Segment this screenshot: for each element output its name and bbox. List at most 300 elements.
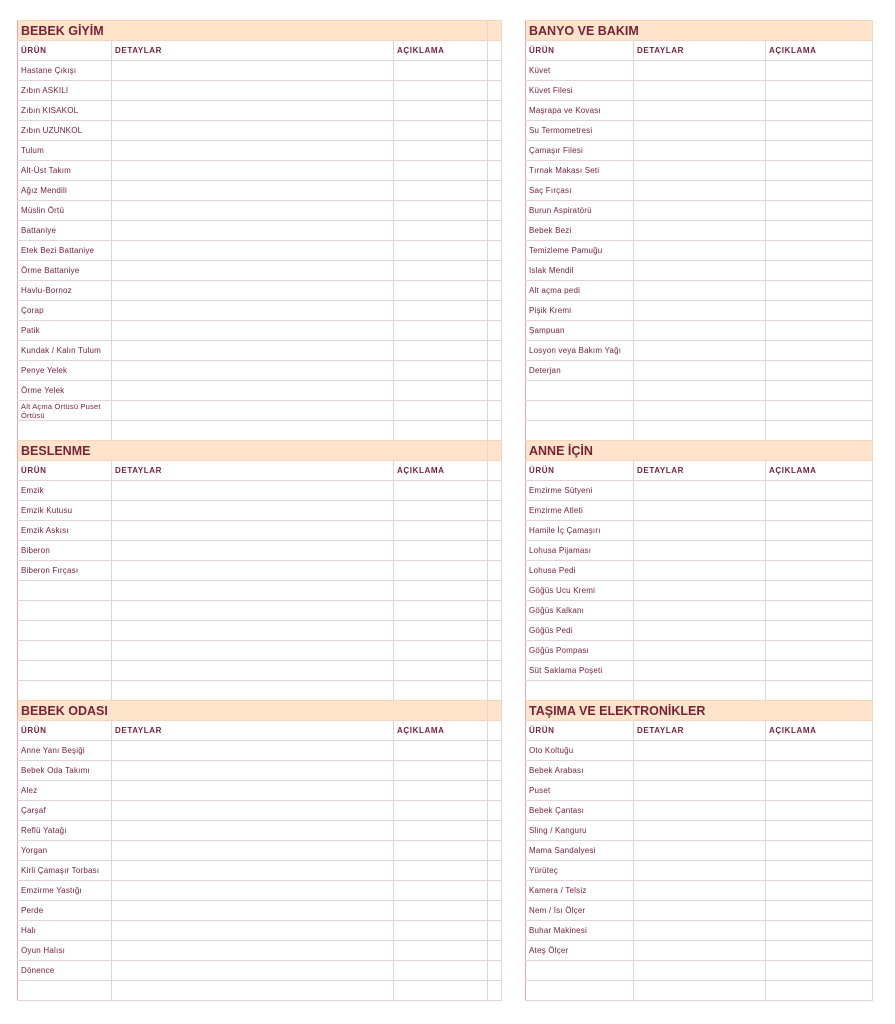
blank-cell[interactable] [488, 641, 502, 661]
blank-cell[interactable] [112, 641, 394, 661]
table-row [526, 201, 873, 221]
table-row [526, 581, 873, 601]
notes-cell[interactable] [766, 821, 873, 841]
details-cell[interactable] [634, 321, 766, 341]
item-name: Nem / Isı Ölçer [526, 901, 634, 921]
extra-cell[interactable] [488, 901, 502, 921]
item-name: Penye Yelek [18, 361, 112, 381]
extra-cell[interactable] [488, 341, 502, 361]
details-cell[interactable] [112, 781, 394, 801]
extra-cell[interactable] [488, 821, 502, 841]
notes-cell[interactable] [394, 301, 488, 321]
details-cell[interactable] [112, 901, 394, 921]
blank-cell[interactable] [526, 681, 634, 701]
notes-cell[interactable] [766, 161, 873, 181]
item-name: Losyon veya Bakım Yağı [526, 341, 634, 361]
notes-cell[interactable] [766, 121, 873, 141]
notes-cell[interactable] [394, 261, 488, 281]
table-row [18, 561, 502, 581]
blank-cell[interactable] [526, 961, 634, 981]
blank-cell[interactable] [634, 381, 766, 401]
blank-cell[interactable] [112, 601, 394, 621]
column-header-aciklama: AÇIKLAMA [766, 41, 873, 61]
table-row [526, 541, 873, 561]
notes-cell[interactable] [394, 801, 488, 821]
extra-cell[interactable] [488, 181, 502, 201]
notes-cell[interactable] [766, 841, 873, 861]
notes-cell[interactable] [394, 961, 488, 981]
notes-cell[interactable] [394, 741, 488, 761]
notes-cell[interactable] [766, 321, 873, 341]
notes-cell[interactable] [766, 601, 873, 621]
notes-cell[interactable] [766, 781, 873, 801]
details-cell[interactable] [112, 161, 394, 181]
blank-cell[interactable] [394, 581, 488, 601]
notes-cell[interactable] [394, 101, 488, 121]
details-cell[interactable] [634, 601, 766, 621]
extra-cell[interactable] [488, 961, 502, 981]
blank-cell[interactable] [112, 681, 394, 701]
blank-row [18, 621, 502, 641]
notes-cell[interactable] [766, 141, 873, 161]
details-cell[interactable] [112, 181, 394, 201]
item-name: Çorap [18, 301, 112, 321]
details-cell[interactable] [634, 781, 766, 801]
table-row [18, 741, 502, 761]
notes-cell[interactable] [394, 781, 488, 801]
details-cell[interactable] [112, 941, 394, 961]
details-cell[interactable] [112, 741, 394, 761]
blank-row [18, 661, 502, 681]
details-cell[interactable] [112, 821, 394, 841]
extra-cell[interactable] [488, 861, 502, 881]
extra-cell[interactable] [488, 741, 502, 761]
details-cell[interactable] [112, 881, 394, 901]
table-row [526, 921, 873, 941]
details-cell[interactable] [112, 221, 394, 241]
extra-cell[interactable] [488, 401, 502, 421]
extra-cell[interactable] [488, 761, 502, 781]
blank-cell[interactable] [526, 421, 634, 441]
notes-cell[interactable] [394, 121, 488, 141]
section-banyo-bakim [525, 20, 873, 441]
blank-row [526, 401, 873, 421]
notes-cell[interactable] [394, 821, 488, 841]
table-row [526, 321, 873, 341]
blank-cell[interactable] [18, 641, 112, 661]
notes-cell[interactable] [394, 241, 488, 261]
details-cell[interactable] [634, 741, 766, 761]
table-row [526, 841, 873, 861]
notes-cell[interactable] [766, 81, 873, 101]
table-row [18, 201, 502, 221]
notes-cell[interactable] [766, 861, 873, 881]
notes-cell[interactable] [394, 141, 488, 161]
extra-cell[interactable] [488, 81, 502, 101]
blank-cell[interactable] [488, 681, 502, 701]
notes-cell[interactable] [394, 401, 488, 421]
notes-cell[interactable] [394, 321, 488, 341]
notes-cell[interactable] [394, 161, 488, 181]
details-cell[interactable] [634, 641, 766, 661]
extra-cell[interactable] [488, 301, 502, 321]
details-cell[interactable] [634, 861, 766, 881]
extra-cell[interactable] [488, 381, 502, 401]
notes-cell[interactable] [766, 921, 873, 941]
header-blank-cell [488, 461, 502, 481]
details-cell[interactable] [634, 81, 766, 101]
column-header-aciklama: AÇIKLAMA [394, 721, 488, 741]
notes-cell[interactable] [766, 181, 873, 201]
details-cell[interactable] [634, 581, 766, 601]
table-row [18, 321, 502, 341]
column-header-aciklama: AÇIKLAMA [766, 721, 873, 741]
notes-cell[interactable] [394, 921, 488, 941]
blank-cell[interactable] [766, 381, 873, 401]
details-cell[interactable] [634, 821, 766, 841]
details-cell[interactable] [634, 121, 766, 141]
table-row [526, 81, 873, 101]
extra-cell[interactable] [488, 881, 502, 901]
table-row [526, 101, 873, 121]
details-cell[interactable] [112, 841, 394, 861]
details-cell[interactable] [634, 501, 766, 521]
blank-cell[interactable] [766, 961, 873, 981]
notes-cell[interactable] [766, 361, 873, 381]
details-cell[interactable] [112, 341, 394, 361]
item-name: Tırnak Makası Seti [526, 161, 634, 181]
notes-cell[interactable] [766, 901, 873, 921]
details-cell[interactable] [112, 321, 394, 341]
notes-cell[interactable] [394, 81, 488, 101]
column-header-row [526, 721, 873, 741]
notes-cell[interactable] [766, 801, 873, 821]
notes-cell[interactable] [766, 621, 873, 641]
notes-cell[interactable] [394, 61, 488, 81]
details-cell[interactable] [634, 561, 766, 581]
column-header-detaylar: DETAYLAR [112, 721, 394, 741]
notes-cell[interactable] [394, 881, 488, 901]
details-cell[interactable] [634, 521, 766, 541]
details-cell[interactable] [112, 861, 394, 881]
column-header-row [526, 41, 873, 61]
notes-cell[interactable] [766, 761, 873, 781]
notes-cell[interactable] [394, 181, 488, 201]
details-cell[interactable] [634, 361, 766, 381]
notes-cell[interactable] [766, 261, 873, 281]
table-row [18, 161, 502, 181]
blank-cell[interactable] [488, 421, 502, 441]
item-name: Etek Bezi Battaniye [18, 241, 112, 261]
details-cell[interactable] [112, 261, 394, 281]
blank-row [526, 381, 873, 401]
extra-cell[interactable] [488, 781, 502, 801]
blank-cell[interactable] [488, 601, 502, 621]
details-cell[interactable] [112, 81, 394, 101]
notes-cell[interactable] [766, 641, 873, 661]
details-cell[interactable] [634, 801, 766, 821]
blank-cell[interactable] [488, 981, 502, 1001]
notes-cell[interactable] [766, 541, 873, 561]
blank-cell[interactable] [634, 421, 766, 441]
notes-cell[interactable] [394, 561, 488, 581]
notes-cell[interactable] [766, 301, 873, 321]
details-cell[interactable] [634, 941, 766, 961]
extra-cell[interactable] [488, 481, 502, 501]
details-cell[interactable] [112, 241, 394, 261]
notes-cell[interactable] [766, 521, 873, 541]
blank-cell[interactable] [18, 581, 112, 601]
blank-cell[interactable] [18, 661, 112, 681]
details-cell[interactable] [634, 901, 766, 921]
extra-cell[interactable] [488, 361, 502, 381]
extra-cell[interactable] [488, 501, 502, 521]
item-name: Bebek Arabası [526, 761, 634, 781]
notes-cell[interactable] [394, 341, 488, 361]
item-name: Saç Fırçası [526, 181, 634, 201]
details-cell[interactable] [112, 501, 394, 521]
details-cell[interactable] [634, 541, 766, 561]
blank-cell[interactable] [18, 421, 112, 441]
details-cell[interactable] [634, 141, 766, 161]
table-row [18, 781, 502, 801]
extra-cell[interactable] [488, 941, 502, 961]
details-cell[interactable] [112, 361, 394, 381]
blank-cell[interactable] [18, 601, 112, 621]
blank-cell[interactable] [18, 981, 112, 1001]
table-row [526, 821, 873, 841]
table-row [526, 481, 873, 501]
extra-cell[interactable] [488, 221, 502, 241]
notes-cell[interactable] [766, 561, 873, 581]
blank-cell[interactable] [394, 621, 488, 641]
extra-cell[interactable] [488, 141, 502, 161]
details-cell[interactable] [112, 101, 394, 121]
table-banyo-bakim [525, 20, 873, 441]
details-cell[interactable] [112, 301, 394, 321]
extra-cell[interactable] [488, 561, 502, 581]
item-name [18, 401, 112, 421]
details-cell[interactable] [112, 801, 394, 821]
notes-cell[interactable] [766, 661, 873, 681]
blank-cell[interactable] [18, 681, 112, 701]
section-anne-icin [525, 440, 873, 701]
table-row [18, 401, 502, 421]
extra-cell[interactable] [488, 281, 502, 301]
item-name: Emzik [18, 481, 112, 501]
table-row [18, 221, 502, 241]
item-name: Emzirme Sütyeni [526, 481, 634, 501]
blank-cell[interactable] [526, 401, 634, 421]
details-cell[interactable] [634, 241, 766, 261]
table-row [526, 61, 873, 81]
blank-cell[interactable] [526, 381, 634, 401]
item-name: Emzirme Atleti [526, 501, 634, 521]
details-cell[interactable] [112, 921, 394, 941]
notes-cell[interactable] [394, 521, 488, 541]
blank-cell[interactable] [634, 401, 766, 421]
extra-cell[interactable] [488, 921, 502, 941]
notes-cell[interactable] [766, 241, 873, 261]
blank-cell[interactable] [394, 641, 488, 661]
details-cell[interactable] [634, 881, 766, 901]
blank-cell[interactable] [634, 961, 766, 981]
blank-cell[interactable] [634, 981, 766, 1001]
notes-cell[interactable] [766, 281, 873, 301]
details-cell[interactable] [112, 201, 394, 221]
column-header-detaylar: DETAYLAR [112, 41, 394, 61]
notes-cell[interactable] [766, 341, 873, 361]
extra-cell[interactable] [488, 801, 502, 821]
notes-cell[interactable] [766, 101, 873, 121]
details-cell[interactable] [634, 181, 766, 201]
blank-cell[interactable] [112, 661, 394, 681]
details-cell[interactable] [112, 61, 394, 81]
blank-cell[interactable] [766, 401, 873, 421]
notes-cell[interactable] [766, 221, 873, 241]
item-name: Zıbın KISAKOL [18, 101, 112, 121]
details-cell[interactable] [112, 961, 394, 981]
blank-cell[interactable] [112, 621, 394, 641]
blank-cell[interactable] [488, 621, 502, 641]
details-cell[interactable] [634, 301, 766, 321]
notes-cell[interactable] [394, 861, 488, 881]
blank-cell[interactable] [766, 421, 873, 441]
extra-cell[interactable] [488, 241, 502, 261]
notes-cell[interactable] [394, 541, 488, 561]
blank-row [526, 421, 873, 441]
details-cell[interactable] [634, 281, 766, 301]
notes-cell[interactable] [766, 501, 873, 521]
extra-cell[interactable] [488, 321, 502, 341]
details-cell[interactable] [112, 121, 394, 141]
item-name: Deterjan [526, 361, 634, 381]
notes-cell[interactable] [766, 881, 873, 901]
notes-cell[interactable] [766, 61, 873, 81]
notes-cell[interactable] [394, 761, 488, 781]
extra-cell[interactable] [488, 841, 502, 861]
notes-cell[interactable] [394, 361, 488, 381]
notes-cell[interactable] [394, 381, 488, 401]
blank-cell[interactable] [394, 981, 488, 1001]
notes-cell[interactable] [394, 941, 488, 961]
extra-cell[interactable] [488, 121, 502, 141]
notes-cell[interactable] [394, 221, 488, 241]
details-cell[interactable] [112, 401, 394, 421]
details-cell[interactable] [112, 521, 394, 541]
blank-cell[interactable] [18, 621, 112, 641]
details-cell[interactable] [112, 481, 394, 501]
details-cell[interactable] [634, 921, 766, 941]
notes-cell[interactable] [766, 481, 873, 501]
details-cell[interactable] [634, 761, 766, 781]
item-name: Göğüs Kalkanı [526, 601, 634, 621]
details-cell[interactable] [634, 661, 766, 681]
details-cell[interactable] [634, 621, 766, 641]
details-cell[interactable] [634, 841, 766, 861]
blank-cell[interactable] [488, 661, 502, 681]
details-cell[interactable] [634, 161, 766, 181]
extra-cell[interactable] [488, 161, 502, 181]
table-row [526, 281, 873, 301]
extra-cell[interactable] [488, 521, 502, 541]
blank-row [18, 601, 502, 621]
extra-cell[interactable] [488, 541, 502, 561]
notes-cell[interactable] [766, 201, 873, 221]
blank-cell[interactable] [766, 981, 873, 1001]
extra-cell[interactable] [488, 61, 502, 81]
details-cell[interactable] [112, 141, 394, 161]
blank-cell[interactable] [112, 421, 394, 441]
notes-cell[interactable] [766, 581, 873, 601]
blank-cell[interactable] [394, 601, 488, 621]
notes-cell[interactable] [766, 941, 873, 961]
details-cell[interactable] [634, 201, 766, 221]
details-cell[interactable] [112, 541, 394, 561]
blank-cell[interactable] [112, 981, 394, 1001]
details-cell[interactable] [634, 61, 766, 81]
table-row [18, 361, 502, 381]
details-cell[interactable] [634, 341, 766, 361]
blank-cell[interactable] [634, 681, 766, 701]
table-row [526, 221, 873, 241]
details-cell[interactable] [112, 561, 394, 581]
column-header-aciklama: AÇIKLAMA [394, 41, 488, 61]
table-row [18, 181, 502, 201]
notes-cell[interactable] [394, 501, 488, 521]
details-cell[interactable] [634, 221, 766, 241]
item-name: Battaniye [18, 221, 112, 241]
notes-cell[interactable] [394, 481, 488, 501]
notes-cell[interactable] [766, 741, 873, 761]
extra-cell[interactable] [488, 101, 502, 121]
extra-cell[interactable] [488, 201, 502, 221]
table-row [18, 961, 502, 981]
details-cell[interactable] [112, 281, 394, 301]
table-anne-icin [525, 440, 873, 701]
item-name: Puset [526, 781, 634, 801]
blank-cell[interactable] [526, 981, 634, 1001]
table-row [18, 281, 502, 301]
notes-cell[interactable] [394, 841, 488, 861]
blank-cell[interactable] [766, 681, 873, 701]
column-header-aciklama: AÇIKLAMA [766, 461, 873, 481]
details-cell[interactable] [634, 481, 766, 501]
blank-cell[interactable] [394, 661, 488, 681]
section-bebek-odasi [17, 700, 502, 1001]
details-cell[interactable] [112, 761, 394, 781]
details-cell[interactable] [634, 261, 766, 281]
details-cell[interactable] [634, 101, 766, 121]
item-name: Emzirme Yastığı [18, 881, 112, 901]
details-cell[interactable] [112, 381, 394, 401]
blank-cell[interactable] [394, 681, 488, 701]
section-title-row [18, 701, 502, 721]
blank-cell[interactable] [394, 421, 488, 441]
extra-cell[interactable] [488, 261, 502, 281]
notes-cell[interactable] [394, 201, 488, 221]
notes-cell[interactable] [394, 901, 488, 921]
table-row [18, 881, 502, 901]
item-name: Küvet [526, 61, 634, 81]
column-header-row [18, 721, 502, 741]
notes-cell[interactable] [394, 281, 488, 301]
blank-cell[interactable] [112, 581, 394, 601]
item-name: Halı [18, 921, 112, 941]
blank-cell[interactable] [488, 581, 502, 601]
table-row [18, 761, 502, 781]
item-name: Anne Yanı Beşiği [18, 741, 112, 761]
